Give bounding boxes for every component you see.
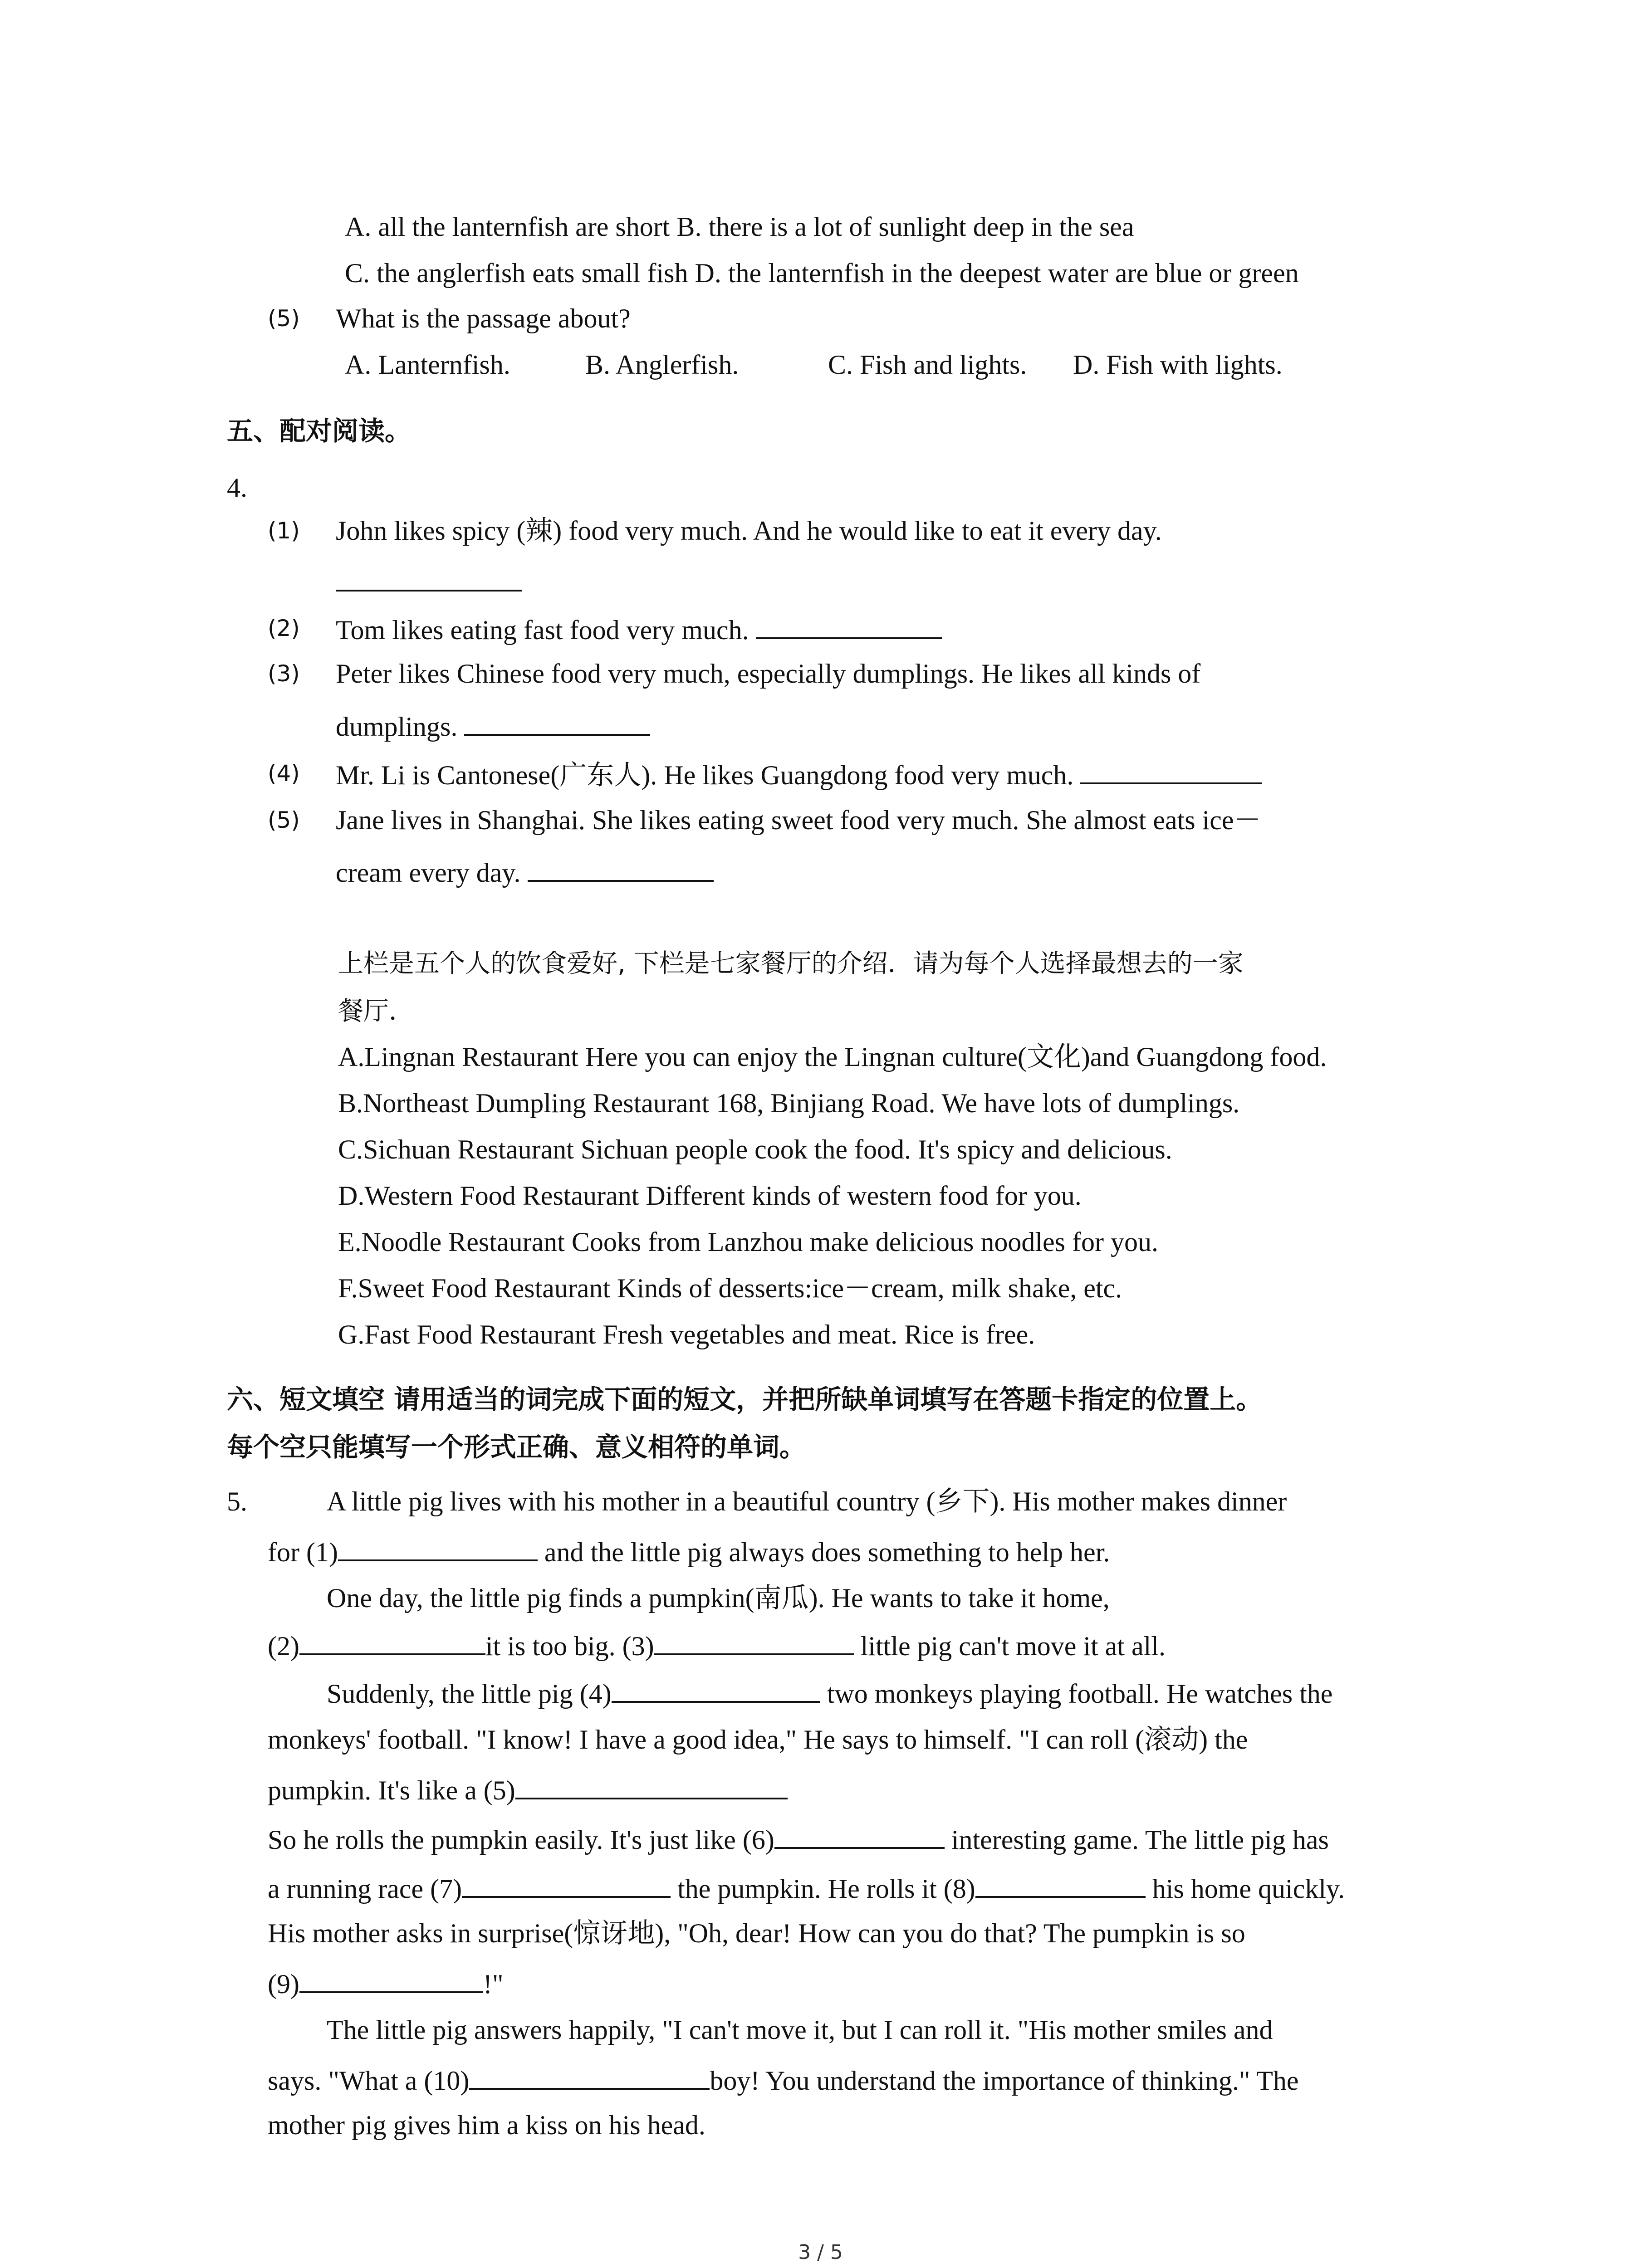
answer-blank[interactable] xyxy=(654,1626,854,1655)
passage-line: One day, the little pig finds a pumpkin(南瓜). He wants to take it home, xyxy=(327,1583,1110,1613)
restaurant-option: B.Northeast Dumpling Restaurant 168, Binjiang Road. We have lots of dumplings. xyxy=(338,1088,1240,1118)
section-heading: 每个空只能填写一个形式正确、意义相符的单词。 xyxy=(227,1432,806,1462)
item-text: Jane lives in Shanghai. She likes eating sweet food very much. She almost eats ice－ xyxy=(336,805,1261,835)
passage-line: The little pig answers happily, "I can't move it, but I can roll it. "His mother smiles and xyxy=(327,2015,1273,2045)
answer-blank[interactable] xyxy=(338,1532,538,1561)
page-number: 3 / 5 xyxy=(798,2241,843,2264)
answer-blank[interactable] xyxy=(528,853,714,882)
answer-blank[interactable] xyxy=(515,1770,788,1799)
passage-line: mother pig gives him a kiss on his head. xyxy=(268,2110,705,2140)
option-d: D. Fish with lights. xyxy=(1073,350,1283,380)
section-heading: 五、配对阅读。 xyxy=(227,415,411,446)
answer-blank[interactable] xyxy=(1080,755,1262,784)
passage-line: pumpkin. It's like a (5) xyxy=(268,1770,788,1809)
answer-blank[interactable] xyxy=(469,2061,710,2090)
answer-blank[interactable] xyxy=(774,1820,945,1849)
item-number: (5) xyxy=(268,807,300,833)
section-heading: 六、短文填空 请用适当的词完成下面的短文，并把所缺单词填写在答题卡指定的位置上。 xyxy=(227,1384,1263,1415)
passage-line: (2) it is too big. (3) little pig can't move it at all. xyxy=(268,1626,1166,1664)
passage-line: says. "What a (10) boy! You understand the importance of thinking." The xyxy=(268,2061,1299,2099)
answer-blank[interactable] xyxy=(336,562,522,601)
restaurant-option: C.Sichuan Restaurant Sichuan people cook the food. It's spicy and delicious. xyxy=(338,1134,1172,1164)
question-number: (5) xyxy=(268,305,300,332)
restaurant-option: F.Sweet Food Restaurant Kinds of desserts:ice－cream, milk shake, etc. xyxy=(338,1273,1122,1303)
option-line: C. the anglerfish eats small fish D. the lanternfish in the deepest water are blue or green xyxy=(345,258,1299,288)
passage-line: His mother asks in surprise(惊讶地), "Oh, dear! How can you do that? The pumpkin is so xyxy=(268,1918,1245,1948)
restaurant-option: G.Fast Food Restaurant Fresh vegetables and meat. Rice is free. xyxy=(338,1320,1035,1349)
item-text: Peter likes Chinese food very much, especially dumplings. He likes all kinds of xyxy=(336,659,1201,689)
option-a: A. Lanternfish. xyxy=(345,350,510,380)
item-number: (2) xyxy=(268,615,300,641)
instruction-text: 餐厅． xyxy=(338,997,414,1026)
option-line: A. all the lanternfish are short B. there is a lot of sunlight deep in the sea xyxy=(345,212,1134,242)
passage-line: monkeys' football. "I know! I have a good idea," He says to himself. "I can roll (滚动) the xyxy=(268,1725,1248,1755)
item-text: dumplings. xyxy=(336,707,650,745)
restaurant-option: E.Noodle Restaurant Cooks from Lanzhou make delicious noodles for you. xyxy=(338,1227,1158,1257)
item-text: cream every day. xyxy=(336,853,714,891)
answer-blank[interactable] xyxy=(756,610,942,639)
answer-blank[interactable] xyxy=(464,707,650,736)
passage-line: Suddenly, the little pig (4) two monkeys playing football. He watches the xyxy=(327,1674,1332,1712)
answer-blank[interactable] xyxy=(612,1674,820,1703)
item-number: (4) xyxy=(268,760,300,787)
instruction-text: 上栏是五个人的饮食爱好, 下栏是七家餐厅的介绍．请为每个人选择最想去的一家 xyxy=(338,949,1244,978)
item-text: John likes spicy (辣) food very much. And he would like to eat it every day. xyxy=(336,516,1162,546)
passage-line: for (1) and the little pig always does something to help her. xyxy=(268,1532,1110,1570)
question-text: What is the passage about? xyxy=(336,303,631,333)
question-number: 5. xyxy=(227,1486,247,1516)
answer-blank[interactable] xyxy=(462,1869,671,1898)
answer-blank[interactable] xyxy=(299,1626,485,1655)
answer-blank[interactable] xyxy=(299,1964,483,1993)
passage-line: A little pig lives with his mother in a beautiful country (乡下). His mother makes dinner xyxy=(327,1486,1287,1516)
item-text: Mr. Li is Cantonese(广东人). He likes Guangdong food very much. xyxy=(336,755,1262,793)
passage-line: So he rolls the pumpkin easily. It's just like (6) interesting game. The little pig has xyxy=(268,1820,1329,1858)
passage-line: a running race (7) the pumpkin. He rolls it (8) his home quickly. xyxy=(268,1869,1345,1907)
item-number: (3) xyxy=(268,660,300,687)
passage-line: (9) !" xyxy=(268,1964,503,2002)
option-b: B. Anglerfish. xyxy=(585,350,739,380)
question-number: 4. xyxy=(227,473,247,503)
answer-blank[interactable] xyxy=(975,1869,1146,1898)
restaurant-option: D.Western Food Restaurant Different kinds of western food for you. xyxy=(338,1181,1082,1211)
option-c: C. Fish and lights. xyxy=(828,350,1027,380)
item-number: (1) xyxy=(268,518,300,544)
restaurant-option: A.Lingnan Restaurant Here you can enjoy the Lingnan culture(文化)and Guangdong food. xyxy=(338,1042,1327,1072)
item-text: Tom likes eating fast food very much. xyxy=(336,610,942,648)
